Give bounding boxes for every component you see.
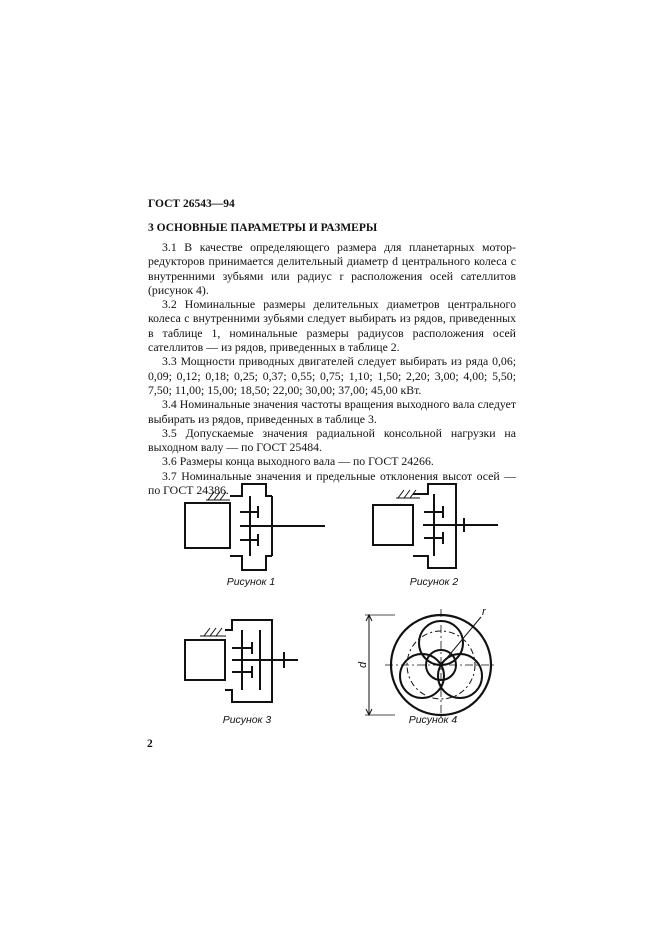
paragraph-3-3: 3.3 Мощности приводных двигателей следует выбирать из ряда 0,06; 0,09; 0,12; 0,18; 0,25; 0,37; 0,55; 0,75; 1,10; 1,50; 2,20; 3,00; 4,00; 5,50; 7,50; 11,00; 15,00; 18,50; 22,00; 30,00; 37,00; 45,00 кВт. xyxy=(148,354,516,397)
figure-3-caption: Рисунок 3 xyxy=(222,714,272,726)
figure-4-label-d: d xyxy=(357,661,369,668)
paragraph-3-5: 3.5 Допускаемые значения радиальной консольной нагрузки на выходном валу — по ГОСТ 25484. xyxy=(148,425,516,455)
figure-4-caption: Рисунок 4 xyxy=(408,714,458,726)
document-header: ГОСТ 26543—94 xyxy=(148,198,235,210)
figure-2-diagram xyxy=(368,480,508,575)
body-text xyxy=(148,240,516,497)
figure-4-label-r: r xyxy=(482,606,486,618)
figure-1-diagram xyxy=(180,478,330,578)
figure-1-caption: Рисунок 1 xyxy=(226,576,276,588)
figure-4-diagram xyxy=(355,605,515,717)
figure-2-caption: Рисунок 2 xyxy=(409,576,459,588)
section-title: 3 ОСНОВНЫЕ ПАРАМЕТРЫ И РАЗМЕРЫ xyxy=(148,222,378,234)
paragraph-3-4: 3.4 Номинальные значения частоты вращения выходного вала следует выбирать из рядов, приведенных в таблице 3. xyxy=(148,397,516,426)
page-number: 2 xyxy=(147,738,153,750)
paragraph-3-7: 3.7 Номинальные значения и предельные отклонения высот осей — по ГОСТ 24386. xyxy=(148,468,516,498)
paragraph-3-6: 3.6 Размеры конца выходного вала — по ГОСТ 24266. xyxy=(162,454,434,469)
paragraph-3-2: 3.2 Номинальные размеры делительных диаметров центрального колеса с внутренними зубьями следует выбирать из рядов, приведенных в таблице 1, номинальные размеры радиусов расположения осей сателлитов — из рядов, приведенных в таблице 2. xyxy=(148,297,516,355)
paragraph-3-1: 3.1 В качестве определяющего размера для планетарных мотор-редукторов принимается делительный диаметр d центрального колеса с внутренними зубьями или радиус r расположения осей сателлитов (рисунок 4). xyxy=(148,240,516,297)
figure-3-diagram xyxy=(180,612,310,712)
